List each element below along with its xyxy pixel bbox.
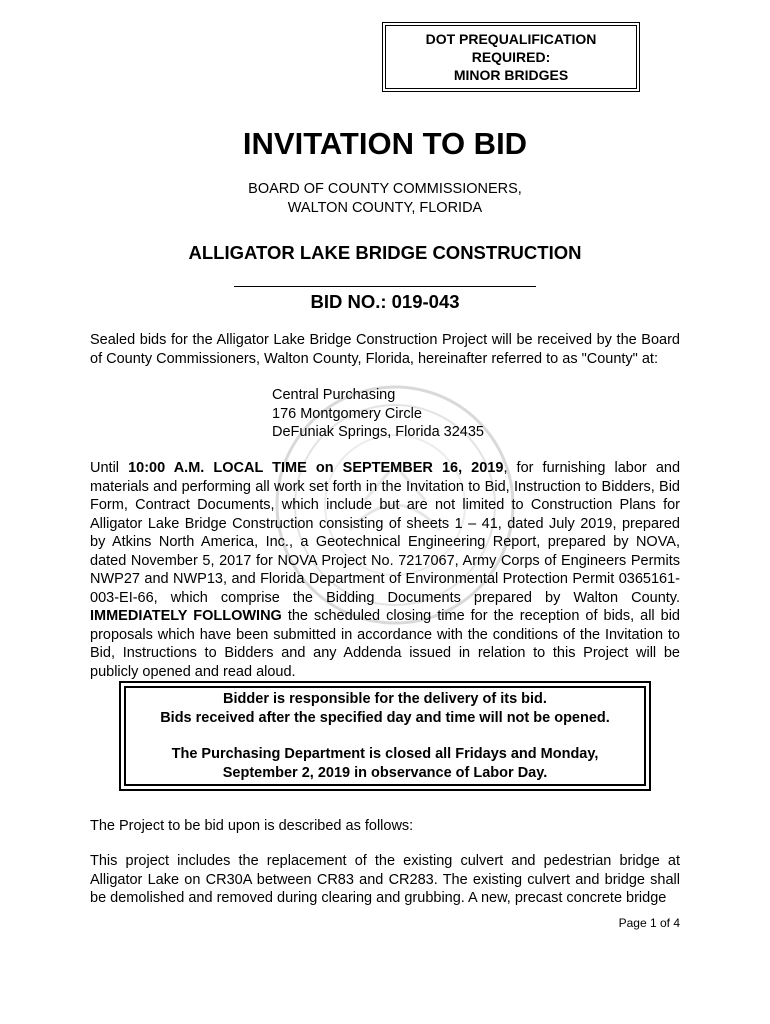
bid-number-rule (234, 286, 536, 287)
prequalification-line-1: DOT PREQUALIFICATION (425, 31, 597, 47)
description-paragraph-text: This project includes the replacement of the existing culvert and pedestrian bridge at Alligator Lake on CR30A between CR83 and CR283. The existing culvert and bridge shall be demolished and removed during clearing and grubbing. A new, precast concrete bridge (90, 853, 680, 906)
deadline-body: , for furnishing labor and materials and performing all work set forth in the Invitation to Bid, Instruction to Bidders, Bid Form, Contract Documents, which include but are not limited to Construction Plans for Alligator Lake Bridge Construction consisting of sheets 1 – 41, dated July 2019, prepared by Atkins North America, Inc., a Geotechnical Engineering Report, prepared by NOVA, dated November 5, 2017 for NOVA Project No. 7217067, Army Corps of Engineers Permits NWP27 and NWP13, and Florida Department of Environmental Protection Permit 0365161-003-EI-66, which comprise the Bidding Documents prepared by Walton County. (90, 460, 681, 606)
delivery-notice-box (119, 681, 651, 791)
deadline-suffix: the scheduled closing time for the reception of bids, all bid proposals which have been submitted in accordance with the conditions of the Invitation to Bid, Instructions to Bidders and any Addenda issued in relation to this Project will be publicly opened and read aloud. (90, 608, 680, 680)
description-paragraph (90, 852, 680, 908)
page-number: Page 1 of 4 (618, 916, 680, 930)
deadline-paragraph (90, 459, 680, 681)
address-line-3: DeFuniak Springs, Florida 32435 (272, 424, 484, 440)
description-intro-text: The Project to be bid upon is described as follows: (90, 818, 414, 834)
bid-number: BID NO.: 019-043 (310, 291, 460, 312)
description-intro (90, 817, 680, 836)
project-title: ALLIGATOR LAKE BRIDGE CONSTRUCTION (188, 242, 582, 263)
issuing-body-line-2: WALTON COUNTY, FLORIDA (287, 200, 483, 216)
notice-line-2: Bids received after the specified day and time will not be opened. (160, 709, 610, 726)
notice-line-3: The Purchasing Department is closed all Fridays and Monday, (171, 746, 599, 762)
delivery-address (272, 386, 484, 442)
issuing-body (0, 180, 770, 218)
deadline-date: 10:00 A.M. LOCAL TIME on SEPTEMBER 16, 2019 (128, 460, 504, 476)
deadline-prefix: Until (90, 460, 129, 476)
intro-paragraph (90, 331, 680, 368)
deadline-emphasis: IMMEDIATELY FOLLOWING (90, 608, 282, 624)
prequalification-line-3: MINOR BRIDGES (453, 67, 569, 83)
notice-line-1: Bidder is responsible for the delivery of its bid. (223, 691, 547, 707)
address-line-1: Central Purchasing (272, 387, 396, 403)
address-line-2: 176 Montgomery Circle (272, 405, 422, 422)
prequalification-line-2: REQUIRED: (471, 49, 551, 65)
prequalification-box (382, 22, 640, 92)
issuing-body-line-1: BOARD OF COUNTY COMMISSIONERS, (248, 181, 522, 197)
notice-line-4: September 2, 2019 in observance of Labor Day. (222, 764, 548, 781)
intro-paragraph-text: Sealed bids for the Alligator Lake Bridge Construction Project will be received by the Board of County Commissioners, Walton County, Florida, hereinafter referred to as "County" at: (90, 332, 680, 367)
document-title: INVITATION TO BID (242, 126, 528, 161)
